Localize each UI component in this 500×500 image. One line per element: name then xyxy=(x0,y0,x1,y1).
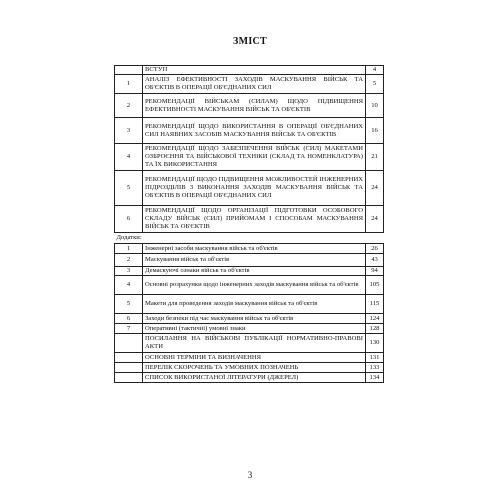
tail-row xyxy=(115,363,384,373)
toc-item-number xyxy=(115,373,143,383)
toc-item-title: СПИСОК ВИКОРИСТАНОЇ ЛІТЕРАТУРИ (ДЖЕРЕЛ) xyxy=(143,373,366,383)
toc-item-title: Оперативні (тактичні) умовні знаки xyxy=(143,324,366,334)
toc-item-title: Заходи безпеки під час маскування військ та об'єктів xyxy=(143,314,366,324)
chapter-row xyxy=(115,66,384,75)
toc-item-number: 5 xyxy=(115,295,143,314)
toc-item-title: Інженерні засоби маскування військ та об'єктів xyxy=(143,244,366,254)
toc-item-page: 115 xyxy=(366,295,384,314)
toc-item-title: РЕКОМЕНДАЦІЇ ЩОДО ВИКОРИСТАННЯ В ОПЕРАЦІЇ ОБ'ЄДНАНИХ СИЛ НАЯВНИХ ЗАСОБІВ МАСКУВАННЯ ВІЙСЬК ТА ОБ'ЄКТІВ xyxy=(143,118,366,144)
toc-item-title: РЕКОМЕНДАЦІЇ ВІЙСЬКАМ (СИЛАМ) ЩОДО ПІДВИЩЕННЯ ЕФЕКТИВНОСТІ МАСКУВАННЯ ВІЙСЬК ТА ОБ'ЄКТІВ xyxy=(143,94,366,118)
toc-item-title: РЕКОМЕНДАЦІЇ ЩОДО ОРГАНІЗАЦІЇ ПІДГОТОВКИ ОСОБОВОГО СКЛАДУ ВІЙСЬК (СИЛ) ПРИЙОМАМ І СПОСОБАМ МАСКУВАННЯ ВІЙСЬК ТА ОБ'ЄКТІВ xyxy=(143,206,366,233)
appendix-label: Додатки: xyxy=(115,233,384,244)
appendix-row xyxy=(115,314,384,324)
toc-item-number: 3 xyxy=(115,267,143,276)
chapter-row xyxy=(115,144,384,171)
toc-item-title: РЕКОМЕНДАЦІЇ ЩОДО ЗАБЕЗПЕЧЕННЯ ВІЙСЬК (СИЛ) МАКЕТАМИ ОЗБРОЄННЯ ТА ВІЙСЬКОВОЇ ТЕХНІКИ (СКЛАД ТА НОМЕНКЛАТУРА) ТА ЇХ ВИКОРИСТАННЯ xyxy=(143,144,366,171)
toc-item-number xyxy=(115,363,143,373)
chapter-row xyxy=(115,206,384,233)
toc-item-number: 5 xyxy=(115,171,143,206)
toc-item-title: Демаскуючі ознаки військ та об'єктів xyxy=(143,267,366,276)
appendix-row xyxy=(115,244,384,254)
toc-item-title: Основні розрахунки щодо інженерних заходів маскування військ та об'єктів xyxy=(143,276,366,295)
toc-item-page: 16 xyxy=(366,118,384,144)
toc-item-page: 24 xyxy=(366,171,384,206)
toc-item-page: 4 xyxy=(366,66,384,75)
toc-item-page: 130 xyxy=(366,334,384,353)
toc-item-number: 4 xyxy=(115,144,143,171)
toc-item-page: 124 xyxy=(366,314,384,324)
tail-row xyxy=(115,353,384,363)
toc-item-title: ОСНОВНІ ТЕРМІНИ ТА ВИЗНАЧЕННЯ xyxy=(143,353,366,363)
toc-item-page: 43 xyxy=(366,254,384,267)
toc-item-number xyxy=(115,353,143,363)
toc-item-title: РЕКОМЕНДАЦІЇ ЩОДО ПІДВИЩЕННЯ МОЖЛИВОСТЕЙ ІНЖЕНЕРНИХ ПІДРОЗДІЛІВ З ВИКОНАННЯ ЗАХОДІВ МАСКУВАННЯ ВІЙСЬК ТА ОБ'ЄКТІВ В ОПЕРАЦІЇ ОБ'ЄДНАНИХ СИЛ xyxy=(143,171,366,206)
toc-item-number xyxy=(115,334,143,353)
toc-item-number xyxy=(115,66,143,75)
toc-item-page: 133 xyxy=(366,363,384,373)
toc-item-page: 26 xyxy=(366,244,384,254)
toc-item-page: 24 xyxy=(366,206,384,233)
toc-item-page: 134 xyxy=(366,373,384,383)
table-of-contents xyxy=(114,65,384,383)
toc-item-number: 4 xyxy=(115,276,143,295)
toc-item-number: 6 xyxy=(115,206,143,233)
chapter-row xyxy=(115,118,384,144)
toc-item-number: 2 xyxy=(115,254,143,267)
toc-item-page: 105 xyxy=(366,276,384,295)
toc-item-number: 3 xyxy=(115,118,143,144)
toc-item-page: 128 xyxy=(366,324,384,334)
appendix-row xyxy=(115,267,384,276)
toc-item-page: 5 xyxy=(366,75,384,94)
appendix-row xyxy=(115,254,384,267)
tail-row xyxy=(115,334,384,353)
chapter-row xyxy=(115,75,384,94)
tail-row xyxy=(115,373,384,383)
toc-item-number: 7 xyxy=(115,324,143,334)
toc-item-page: 10 xyxy=(366,94,384,118)
toc-item-title: АНАЛІЗ ЕФЕКТИВНОСТІ ЗАХОДІВ МАСКУВАННЯ ВІЙСЬК ТА ОБ'ЄКТІВ В ОПЕРАЦІЇ ОБ'ЄДНАНИХ СИЛ xyxy=(143,75,366,94)
toc-item-title: Маскування військ та об'єктів xyxy=(143,254,366,267)
chapter-row xyxy=(115,94,384,118)
appendix-row xyxy=(115,324,384,334)
appendix-row xyxy=(115,295,384,314)
toc-item-title: ВСТУП xyxy=(143,66,366,75)
toc-item-number: 2 xyxy=(115,94,143,118)
appendix-row xyxy=(115,276,384,295)
page-number: 3 xyxy=(247,470,253,480)
appendix-header-row xyxy=(115,233,384,244)
page-title: ЗМІСТ xyxy=(233,36,267,47)
toc-item-title: Макети для проведення заходів маскування військ та об'єктів xyxy=(143,295,366,314)
chapter-row xyxy=(115,171,384,206)
toc-item-title: ПОСИЛАННЯ НА ВІЙСЬКОВІ ПУБЛІКАЦІЇ НОРМАТИВНО-ПРАВОВІ АКТИ xyxy=(143,334,366,353)
toc-item-number: 1 xyxy=(115,75,143,94)
toc-item-page: 94 xyxy=(366,267,384,276)
toc-item-title: ПЕРЕЛІК СКОРОЧЕНЬ ТА УМОВНИХ ПОЗНАЧЕНЬ xyxy=(143,363,366,373)
toc-item-number: 1 xyxy=(115,244,143,254)
toc-item-number: 6 xyxy=(115,314,143,324)
toc-item-page: 21 xyxy=(366,144,384,171)
toc-item-page: 131 xyxy=(366,353,384,363)
